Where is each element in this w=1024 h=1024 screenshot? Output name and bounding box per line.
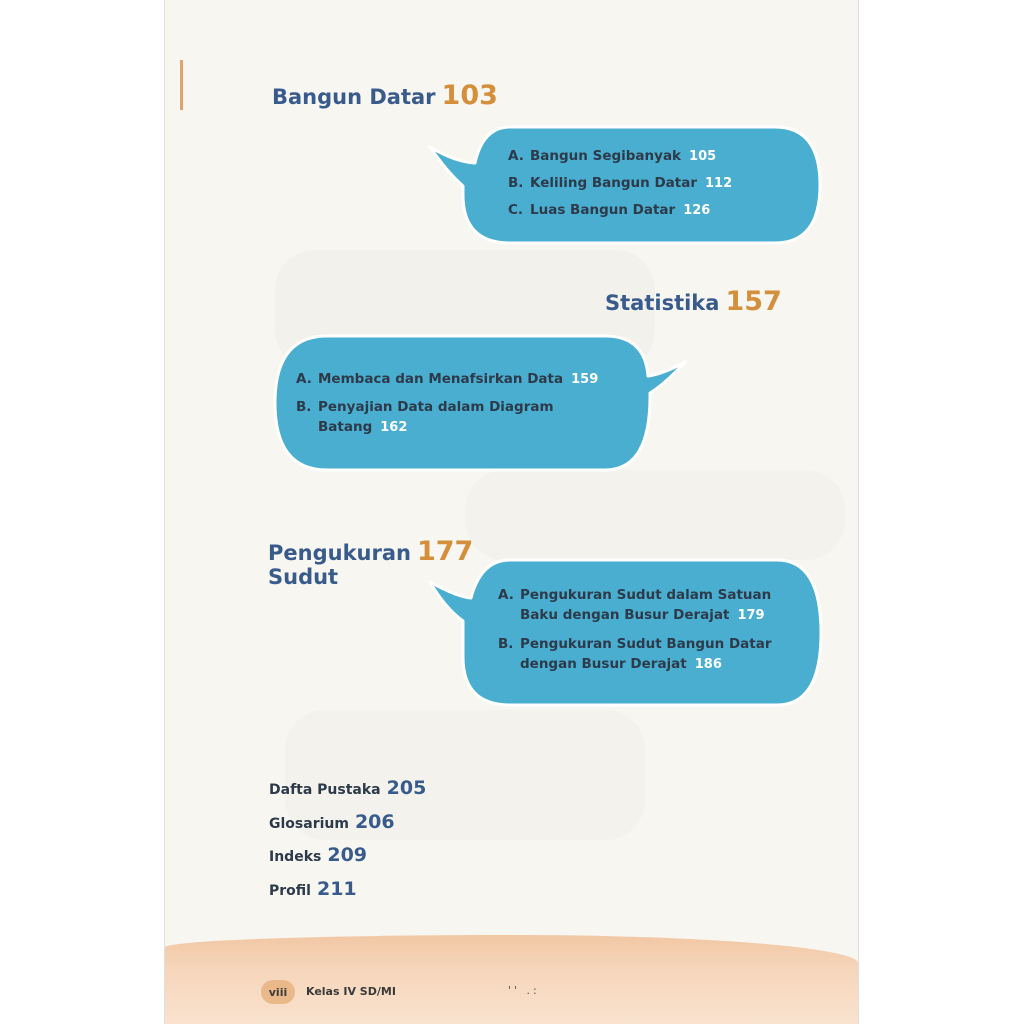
toc-item[interactable] (498, 634, 772, 675)
section-heading-pengukuran-sudut (268, 536, 474, 589)
item-label: Pengukuran Sudut Bangun Datar (520, 636, 772, 652)
back-matter-label: Profil (269, 883, 311, 899)
item-label-continued: Baku dengan Busur Derajat (520, 607, 730, 623)
item-label: Pengukuran Sudut dalam Satuan (520, 587, 772, 603)
back-matter-label: Dafta Pustaka (269, 782, 381, 798)
item-page-number: 162 (380, 420, 408, 435)
footer-label: Kelas IV SD/MI (306, 985, 396, 998)
toc-item[interactable] (296, 369, 598, 390)
section-heading-bangun-datar (272, 80, 498, 111)
page-number-badge: viii (261, 980, 295, 1004)
item-page-number: 186 (694, 657, 722, 672)
book-page (165, 0, 858, 1024)
item-page-number: 126 (683, 203, 711, 218)
section-heading-statistika (605, 286, 782, 317)
section-title: Statistika (605, 291, 720, 315)
item-letter: A. (498, 587, 514, 603)
toc-item[interactable] (508, 146, 716, 167)
bubble-pengukuran-sudut (430, 560, 821, 705)
item-label-continued: dengan Busur Derajat (520, 656, 687, 672)
section-title-continued: Sudut (268, 565, 339, 589)
toc-item[interactable] (296, 397, 554, 438)
item-label: Penyajian Data dalam Diagram (318, 399, 554, 415)
item-page-number: 179 (737, 608, 765, 623)
back-matter-page-number: 205 (386, 777, 427, 799)
item-letter: A. (508, 148, 524, 164)
toc-item[interactable] (508, 200, 710, 221)
item-letter: A. (296, 371, 312, 387)
back-matter-page-number: 206 (354, 811, 395, 833)
item-label: Membaca dan Menafsirkan Data (318, 371, 564, 387)
footer-marks: '' .: (508, 984, 540, 997)
item-label-continued: Batang (318, 419, 373, 435)
back-matter-label: Indeks (269, 849, 322, 865)
section-title: Pengukuran (268, 541, 411, 565)
item-label: Bangun Segibanyak (530, 148, 682, 164)
section-title: Bangun Datar (272, 85, 436, 109)
item-page-number: 105 (689, 149, 717, 164)
back-matter-item[interactable] (269, 777, 426, 799)
back-matter-label: Glosarium (269, 816, 349, 832)
back-matter-item[interactable] (269, 811, 395, 833)
back-matter-item[interactable] (269, 878, 357, 900)
back-matter-page-number: 211 (316, 878, 357, 900)
item-letter: B. (498, 636, 514, 652)
item-label: Keliling Bangun Datar (530, 175, 697, 191)
item-label: Luas Bangun Datar (530, 202, 676, 218)
item-letter: B. (508, 175, 524, 191)
item-page-number: 112 (705, 176, 733, 191)
item-letter: C. (508, 202, 524, 218)
back-matter-page-number: 209 (327, 844, 368, 866)
item-letter: B. (296, 399, 312, 415)
toc-item[interactable] (508, 173, 732, 194)
toc-item[interactable] (498, 585, 771, 626)
item-page-number: 159 (571, 372, 599, 387)
section-page-number: 177 (416, 536, 474, 567)
back-matter-item[interactable] (269, 844, 367, 866)
section-page-number: 157 (725, 286, 782, 317)
section-page-number: 103 (441, 80, 498, 111)
